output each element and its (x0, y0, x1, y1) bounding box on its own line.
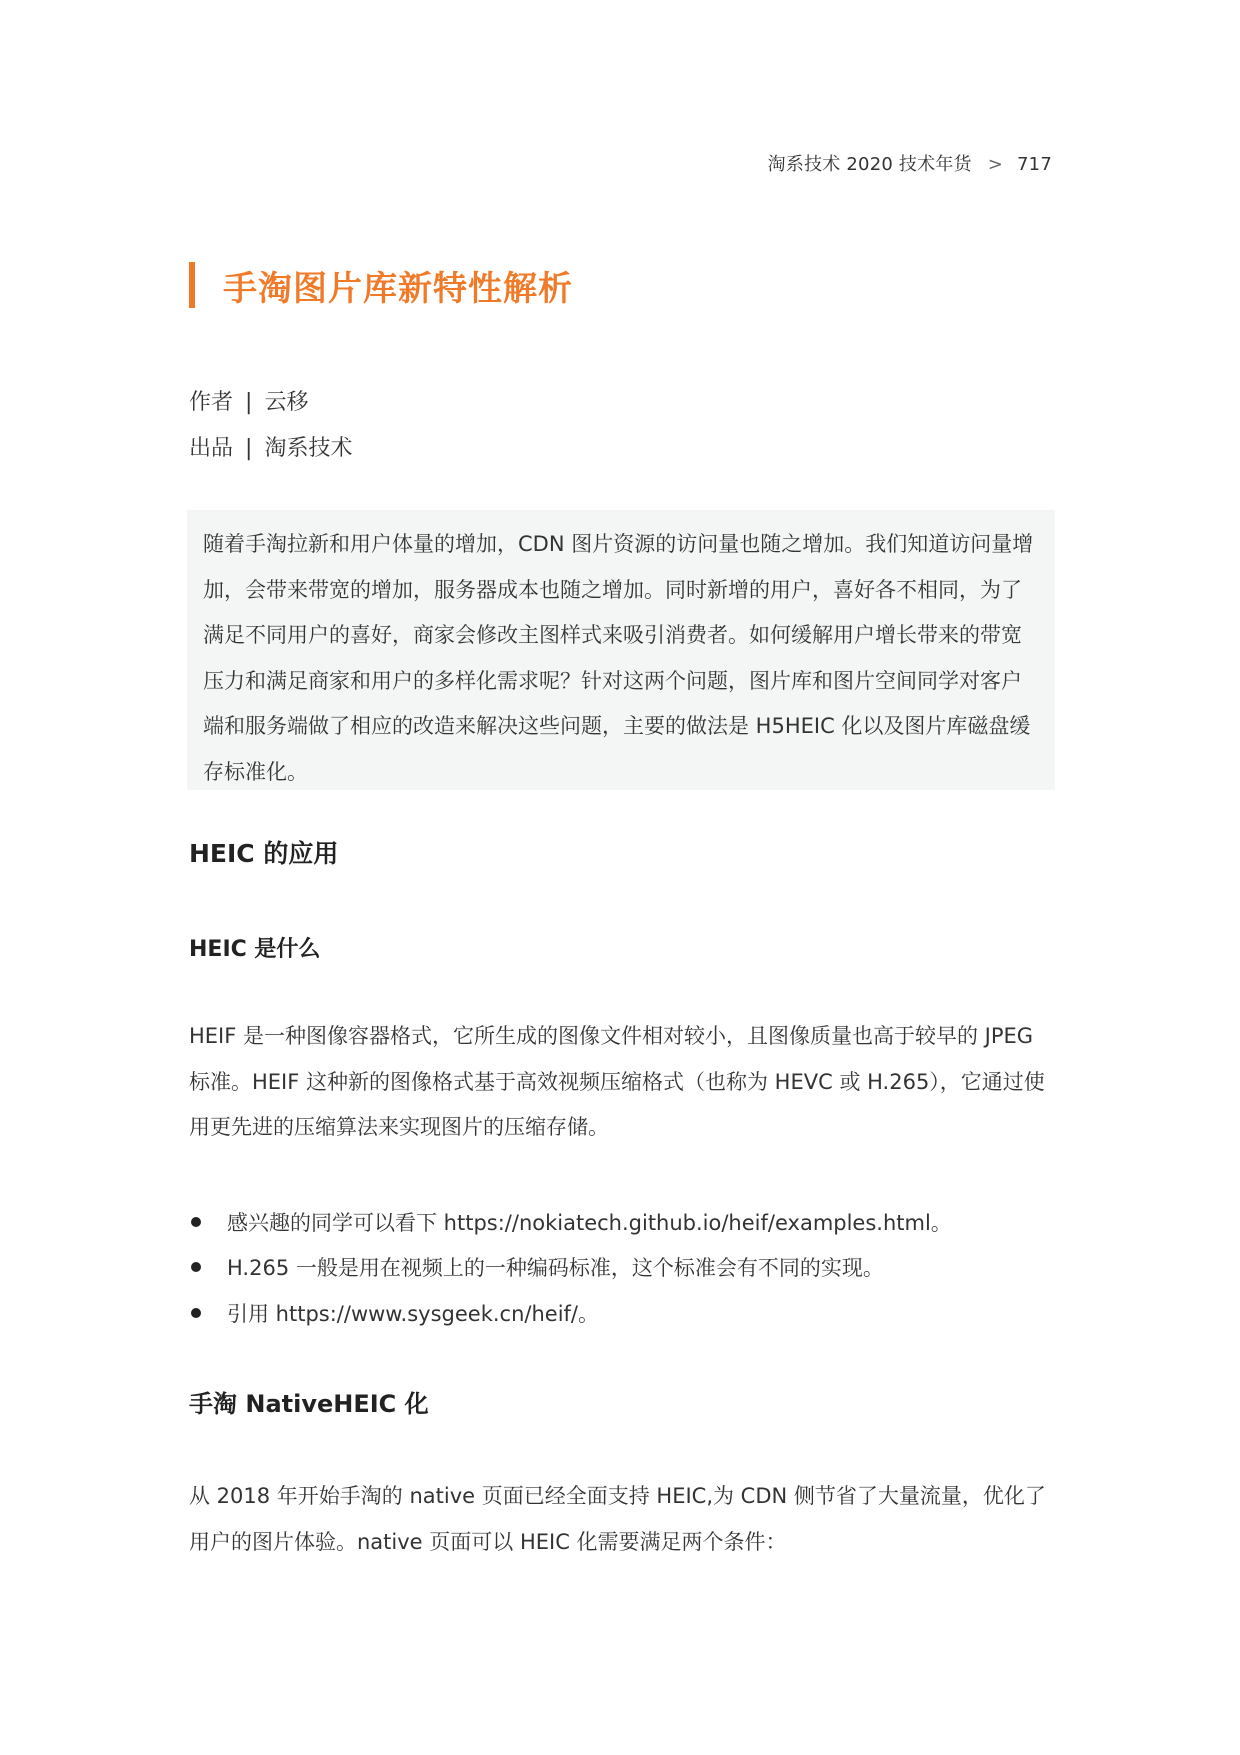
heif-paragraph: HEIF 是一种图像容器格式，它所生成的图像文件相对较小，且图像质量也高于较早的 JPEG 标准。HEIF 这种新的图像格式基于高效视频压缩格式（也称为 HEVC 或 H.265），它通过使用更先进的压缩算法来实现图片的压缩存储。 (189, 1024, 1045, 1139)
publisher-line (189, 431, 352, 462)
reference-list (189, 1199, 1055, 1336)
list-item-text: 感兴趣的同学可以看下 https://nokiatech.github.io/heif/examples.html。 (227, 1210, 952, 1235)
bullet-dot-icon (191, 1308, 201, 1318)
author-name: 云移 (264, 390, 309, 415)
author-label: 作者 (189, 390, 234, 415)
title-accent-bar (189, 262, 195, 308)
page-number: 717 (1017, 154, 1052, 175)
running-header (768, 150, 1052, 176)
meta-separator: | (245, 390, 253, 415)
list-item-text: 引用 https://www.sysgeek.cn/heif/。 (227, 1301, 600, 1326)
article-title: 手淘图片库新特性解析 (223, 268, 573, 309)
article-title-block (189, 262, 573, 308)
publisher-name: 淘系技术 (264, 436, 353, 461)
bullet-dot-icon (191, 1217, 201, 1227)
meta-separator: | (245, 436, 253, 461)
native-heic-paragraph: 从 2018 年开始手淘的 native 页面已经全面支持 HEIC,为 CDN 侧节省了大量流量，优化了用户的图片体验。native 页面可以 HEIC 化需要满足两个条件： (189, 1484, 1046, 1554)
list-item-text: H.265 一般是用在视频上的一种编码标准，这个标准会有不同的实现。 (227, 1256, 884, 1281)
section-heading-heic-usage: HEIC 的应用 (189, 839, 339, 868)
list-item (189, 1290, 1055, 1336)
subsection-heading-native-heic: 手淘 NativeHEIC 化 (189, 1390, 429, 1418)
abstract-box: 随着手淘拉新和用户体量的增加，CDN 图片资源的访问量也随之增加。我们知道访问量增加，会带来带宽的增加，服务器成本也随之增加。同时新增的用户，喜好各不相同，为了满足不同用户的喜好，商家会修改主图样式来吸引消费者。如何缓解用户增长带来的带宽压力和满足商家和用户的多样化需求呢？针对这两个问题，图片库和图片空间同学对客户端和服务端做了相应的改造来解决这些问题，主要的做法是 H5HEIC 化以及图片库磁盘缓存标准化。 (187, 510, 1055, 790)
list-item (189, 1199, 1055, 1245)
publisher-label: 出品 (189, 436, 234, 461)
book-title: 淘系技术 2020 技术年货 (767, 154, 972, 175)
subsection-heading-what-is-heic: HEIC 是什么 (189, 937, 321, 962)
bullet-dot-icon (191, 1262, 201, 1272)
header-separator: > (987, 154, 1004, 175)
list-item (189, 1245, 1055, 1291)
author-line (189, 385, 308, 416)
